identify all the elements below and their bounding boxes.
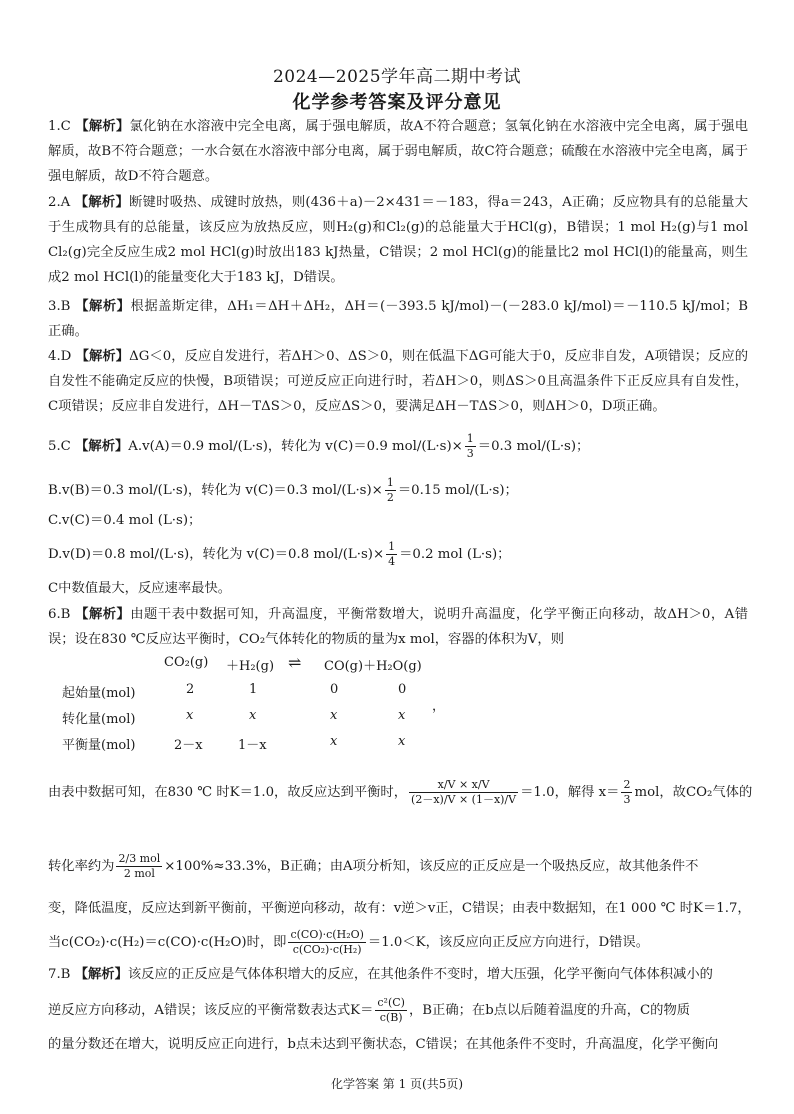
q5-d-fraction: $\frac{1}{4}$ (388, 540, 396, 568)
q3-tag: 【解析】 (75, 299, 131, 314)
q1-tag: 【解析】 (75, 119, 130, 134)
question-6-k-line: 由表中数据可知，在830 ℃ 时K＝1.0，故反应达到平衡时， $\frac{x/V \times x/V}{(2-x)/V \times (1-x)/V}$ ＝1.0，解得 x＝ $\frac{2}{3}$ mol，故CO₂气体的 (48, 778, 753, 806)
q1-number: 1.C (48, 119, 71, 134)
row-label-equilibrium: 平衡量(mol) (62, 738, 136, 753)
question-5-line-c (48, 508, 201, 533)
question-5-line-d (48, 540, 510, 569)
q2-number: 2.A (48, 195, 71, 210)
row-label-initial: 起始量(mol) (62, 686, 136, 701)
q7-number: 7.B (48, 967, 71, 982)
row-label-change: 转化量(mol) (62, 712, 136, 727)
q5-a-post: ＝0.3 mol/(L·s)； (477, 439, 590, 454)
question-1 (48, 114, 748, 189)
eq-products: CO(g)＋H₂O(g) (324, 659, 422, 674)
question-5-conclusion: C中数值最大，反应速率最快。 (48, 581, 232, 596)
q4-text: ΔG＜0，反应自发进行，若ΔH＞0、ΔS＞0，则在低温下ΔG可能大于0，反应非自发，A项错误；反应的自发性不能确定反应的快慢，B项错误；可逆反应正向进行时，若ΔH＞0，则ΔS＞0且高温条件下正反应具有自发性，C项错误；反应非自发进行，ΔH－TΔS＞0，反应ΔS＞0，要满足ΔH－TΔS＞0，则ΔH＞0，D项正确。 (48, 349, 748, 414)
q5-b-fraction: $\frac{1}{2}$ (386, 476, 394, 504)
question-6-intro (48, 602, 748, 652)
q6-tag: 【解析】 (75, 607, 131, 622)
q4-tag: 【解析】 (75, 349, 130, 364)
q7-k-fraction: $\frac{\text{c²(C)}}{c(B)}$ (377, 996, 405, 1024)
eq-reactant-1: CO₂(g) (164, 655, 209, 670)
eq-arrow: ⇌ (288, 653, 302, 672)
q6-x-fraction: $\frac{2}{3}$ (623, 778, 631, 806)
question-7-line-1: 7.B 【解析】该反应的正反应是气体体积增大的反应，在其他条件不变时，增大压强，化学平衡向气体体积减小的 (48, 967, 713, 982)
q6-conversion-fraction: $\frac{\text{2/3 mol}}{\text{2 mol}}$ (118, 852, 161, 880)
q5-b-pre: B.v(B)＝0.3 mol/(L·s)，转化为 v(C)＝0.3 mol/(L·s)× (48, 483, 383, 498)
q5-number: 5.C (48, 439, 71, 454)
question-6-line-2: 变，降低温度，反应达到新平衡前，平衡逆向移动，故有：v逆＞v正，C错误；由表中数据知，在1 000 ℃ 时K＝1.7， (48, 901, 751, 916)
answer-subtitle: 化学参考答案及评分意见 (292, 92, 502, 113)
q6-k-fraction: $\frac{x/V \times x/V}{(2-x)/V \times (1-x)/V}$ (411, 778, 517, 806)
q7-tag: 【解析】 (74, 967, 128, 982)
q1-text: 氯化钠在水溶液中完全电离，属于强电解质，故A不符合题意；氢氧化钠在水溶液中完全电离，属于强电解质，故B不符合题意；一水合氨在水溶液中部分电离，属于弱电解质，故C符合题意；硫酸在水溶液中完全电离，属于强电解质，故D不符合题意。 (48, 119, 749, 184)
q5-b-post: ＝0.15 mol/(L·s)； (397, 483, 518, 498)
question-4 (48, 344, 748, 419)
q5-a-fraction: $\frac{1}{3}$ (466, 432, 474, 460)
q6-q-fraction: $\frac{\text{c(CO)·c(H₂O)}}{\text{c(CO₂)·c(H₂)}}$ (290, 928, 364, 956)
q6-intro-text: 由题干表中数据可知，升高温度，平衡常数增大，说明升高温度，化学平衡正向移动，故ΔH＞0，A错误；设在830 ℃反应达平衡时，CO₂气体转化的物质的量为x mol，容器的体积为V，则 (48, 607, 748, 647)
answer-sheet-page: 2024—2025学年高二期中考试 化学参考答案及评分意见 1.C 【解析】氯化钠在水溶液中完全电离，属于强电解质，故A不符合题意；氢氧化钠在水溶液中完全电离，属于强电解质，故B不符合题意；一水合氨在水溶液中部分电离，属于弱电解质，故C符合题意；硫酸在水溶液中完全电离，属于强电解质，故D不符合题意。 2.A 【解析】断键时吸热、成键时放热，则(436＋a)－2×431＝－183，得a＝243，A正确；反应物具有的总能量大于生成物具有的总能量，该反应为放热反应，则H₂(g)和Cl₂(g)的总能量大于HCl(g)，B错误；1 mol H₂(g)与1 mol Cl₂(g)完全反应生成2 mol HCl(g)时放出183 kJ热量，C错误；2 mol HCl(g)的能量比2 mol HCl(l)的能量高，则生成2 mol HCl(l)的能量变化大于183 kJ，D错误。 3.B 【解析】根据盖斯定律，ΔH₁＝ΔH＋ΔH₂，ΔH＝(－393.5 kJ/mol)－(－283.0 kJ/mol)＝－110.5 kJ/mol；B正确。 4.D 【解析】ΔG＜0，反应自发进行，若ΔH＞0、ΔS＞0，则在低温下ΔG可能大于0，反应非自发，A项错误；反应的自发性不能确定反应的快慢，B项错误；可逆反应正向进行时，若ΔH＞0，则ΔS＞0且高温条件下正反应具有自发性，C项错误；反应非自发进行，ΔH－TΔS＞0，反应ΔS＞0，要满足ΔH－TΔS＞0，则ΔH＞0，D项正确。 5.C 【解析】A.v(A)＝0.9 mol/(L·s)，转化为 v(C)＝0.9 mol/(L·s)× $\frac{1}{3}$ ＝0.3 mol/(L·s)； B.v(B)＝0.3 mol/(L·s)，转化为 v(C)＝0.3 mol/(L·s)× $\frac{1}{2}$ ＝0.15 mol/(L·s)； C.v(C)＝0.4 mol (L·s)； D.v(D)＝0.8 mol/(L·s)，转化为 v(C)＝0.8 mol/(L·s)× $\frac{1}{4}$ ＝0.2 mol (L·s)； C中数值最大，反应速率最快。 6.B 【解析】由题干表中数据可知，升高温度，平衡常数增大，说明升高温度，化学平衡正向移动，故ΔH＞0，A错误；设在830 ℃反应达平衡时，CO₂气体转化的物质的量为x mol，容器的体积为V，则 CO₂(g) ＋H₂(g) ⇌ CO(g)＋H₂O(g) 起始量(mol) 2 1 0 0 转化量(mol) x x x x 平衡量(mol) 2－x 1－x x x ， 由表中数据可知，在830 ℃ 时K＝1.0，故反应达到平衡时， $\frac{x/V \times x/V}{(2-x)/V \times (1-x)/V}$ ＝1.0，解得 x＝ $\frac{2}{3}$ mol，故CO₂气体的 转化率约为 $\frac{\text{2/3 mol}}{\text{2 mol}}$ ×100%≈33.3%，B正确；由A项分析知，该反应的正反应是一个吸热反应，故其他条件不 变，降低温度，反应达到新平衡前，平衡逆向移动，故有：v逆＞v正，C错误；由表中数据知，在1 000 ℃ 时K＝1.7， 当c(CO₂)·c(H₂)＝c(CO)·c(H₂O)时，即 $\frac{\text{c(CO)·c(H₂O)}}{\text{c(CO₂)·c(H₂)}}$ ＝1.0＜K，该反应向正反应方向进行，D错误。 7.B 【解析】该反应的正反应是气体体积增大的反应，在其他条件不变时，增大压强，化学平衡向气体体积减小的 逆反应方向移动，A错误；该反应的平衡常数表达式K＝ $\frac{\text{c²(C)}}{c(B)}$ ，B正确；在b点以后随着温度的升高，C的物质 的量分数还在增大，说明反应正向进行，b点未达到平衡状态，C错误；在其他条件不变时，升高温度，化学平衡向 化学答案 第 1 页(共5页) (0, 0, 794, 1114)
q4-number: 4.D (48, 349, 72, 364)
q5-tag: 【解析】 (75, 439, 129, 454)
exam-title: 2024—2025学年高二期中考试 (272, 67, 522, 87)
eq-reactant-2: ＋H₂(g) (226, 659, 275, 674)
question-6-conversion-line: 转化率约为 $\frac{\text{2/3 mol}}{\text{2 mol}}$ ×100%≈33.3%，B正确；由A项分析知，该反应的正反应是一个吸热反应，故其他条件不 (48, 852, 699, 880)
q5-c-line: C.v(C)＝0.4 mol (L·s)； (48, 513, 202, 528)
q3-number: 3.B (48, 299, 71, 314)
q5-a-pre: A.v(A)＝0.9 mol/(L·s)，转化为 v(C)＝0.9 mol/(L·s)× (128, 439, 463, 454)
question-7-line-2: 逆反应方向移动，A错误；该反应的平衡常数表达式K＝ $\frac{\text{c²(C)}}{c(B)}$ ，B正确；在b点以后随着温度的升高，C的物质 (48, 996, 691, 1024)
table-punct: ， (432, 699, 446, 714)
question-5-line-a (48, 432, 589, 461)
q2-text: 断键时吸热、成键时放热，则(436＋a)－2×431＝－183，得a＝243，A正确；反应物具有的总能量大于生成物具有的总能量，该反应为放热反应，则H₂(g)和Cl₂(g)的总能量大于HCl(g)，B错误；1 mol H₂(g)与1 mol Cl₂(g)完全反应生成2 mol HCl(g)时放出183 kJ热量，C错误；2 mol HCl(g)的能量比2 mol HCl(l)的能量高，则生成2 mol HCl(l)的能量变化大于183 kJ，D错误。 (48, 195, 749, 285)
q2-tag: 【解析】 (74, 195, 130, 210)
q3-text: 根据盖斯定律，ΔH₁＝ΔH＋ΔH₂，ΔH＝(－393.5 kJ/mol)－(－283.0 kJ/mol)＝－110.5 kJ/mol；B正确。 (48, 299, 749, 339)
q5-d-post: ＝0.2 mol (L·s)； (399, 547, 511, 562)
question-2 (48, 190, 748, 290)
question-7-line-3: 的量分数还在增大，说明反应正向进行，b点未达到平衡状态，C错误；在其他条件不变时，升高温度，化学平衡向 (48, 1037, 719, 1052)
q6-number: 6.B (48, 607, 71, 622)
question-3 (48, 294, 748, 344)
question-6-line-3: 当c(CO₂)·c(H₂)＝c(CO)·c(H₂O)时，即 $\frac{\text{c(CO)·c(H₂O)}}{\text{c(CO₂)·c(H₂)}}$ ＝1.0＜K，该反应向正反应方向进行，D错误。 (48, 928, 650, 956)
page-footer: 化学答案 第 1 页(共5页) (330, 1077, 464, 1091)
question-5-line-b (48, 476, 518, 505)
q5-d-pre: D.v(D)＝0.8 mol/(L·s)，转化为 v(C)＝0.8 mol/(L·s)× (48, 547, 385, 562)
